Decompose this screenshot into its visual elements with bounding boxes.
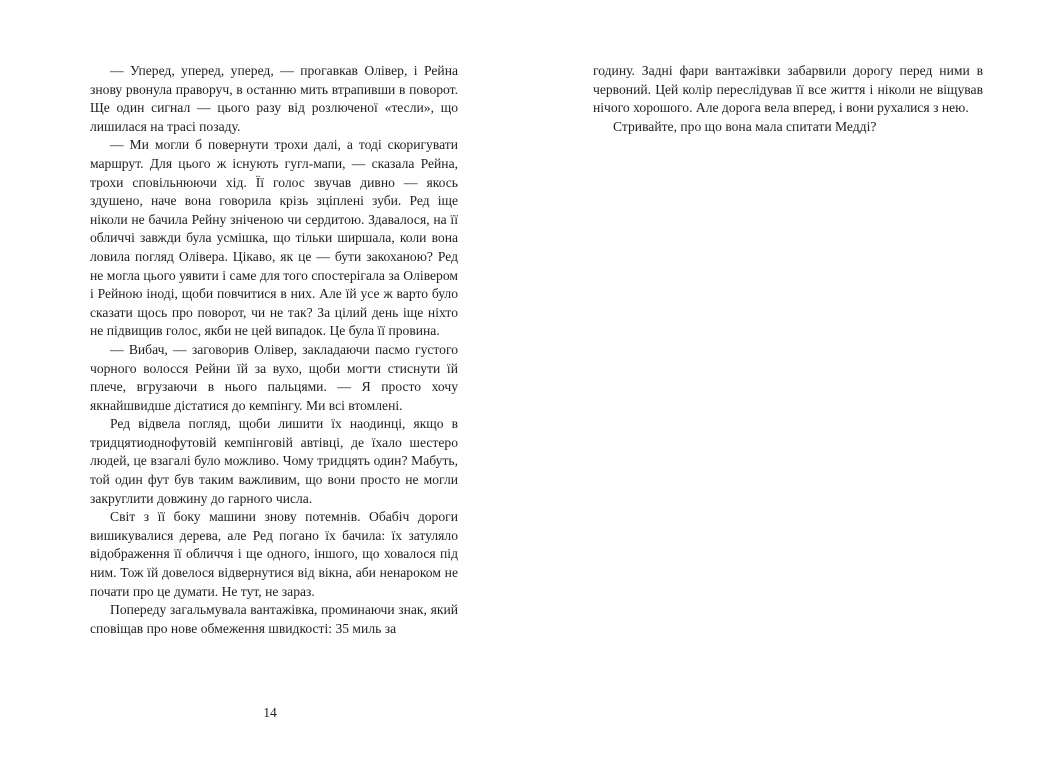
paragraph: — Вибач, — заговорив Олівер, закладаючи пасмо густого чорного волосся Рейни їй за вухо, щоби могти стиснути їй плече, вгрузаючи в нього пальцями. — Я просто хочу якнайшвидше дістатися до кемпінгу. Ми всі втомлені. — [90, 341, 458, 413]
right-page — [593, 62, 983, 136]
paragraph: Попереду загальмувала вантажівка, проминаючи знак, який сповіщав про нове обмеження швидкості: 35 миль за — [90, 602, 458, 636]
left-page — [90, 62, 458, 638]
paragraph: Ред відвела погляд, щоби лишити їх наодинці, якщо в тридцятиоднофутовій кемпінговій автівці, де їхало шестеро людей, це взагалі було можливо. Чому тридцять один? Мабуть, той один фут був таким важливим, що вони просто не могли закруглити довжину до гарного числа. — [90, 416, 458, 506]
page-number: 14 — [263, 705, 277, 720]
paragraph: Світ з її боку машини знову потемнів. Обабіч дороги вишикувалися дерева, але Ред погано їх бачила: їх затуляло відображення її обличчя і ще одного, іншого, що ховалося під ним. Тож їй довелося відвернутися від вікна, аби ненароком не почати про це думати. Не тут, не зараз. — [90, 509, 458, 599]
paragraph: — Ми могли б повернути трохи далі, а тоді скоригувати маршрут. Для цього ж існують гугл-мапи, — сказала Рейна, трохи сповільнюючи хід. Її голос звучав дивно — якось здушено, наче вона говорила крізь зціплені зуби. Ред іще ніколи не бачила Рейну зніченою чи сердитою. Здавалося, на її обличчі завжди була усмішка, що тільки ширшала, коли вона ловила погляд Олівера. Цікаво, як це — бути закоханою? Ред не могла цього уявити і саме для того спостерігала за Олівером і Рейною іноді, щоби повчитися в них. Але їй усе ж варто було сказати щось про поворот, чи не так? За цілий день іще ніхто не підвищив голос, якби не цей випадок. Це була її провина. — [90, 137, 458, 339]
paragraph: годину. Задні фари вантажівки забарвили дорогу перед ними в червоний. Цей колір переслідував її все життя і ніколи не віщував нічого хорошого. Але дорога вела вперед, і вони рухалися з нею. — [593, 63, 983, 116]
paragraph: Стривайте, про що вона мала спитати Медді? — [613, 118, 877, 134]
paragraph: — Уперед, уперед, уперед, — прогавкав Олівер, і Рейна знову рвонула праворуч, в останню мить втрапивши в поворот. Ще один сигнал — цього разу від розлюченої «тесли», що лишилася на трасі позаду. — [90, 63, 458, 134]
